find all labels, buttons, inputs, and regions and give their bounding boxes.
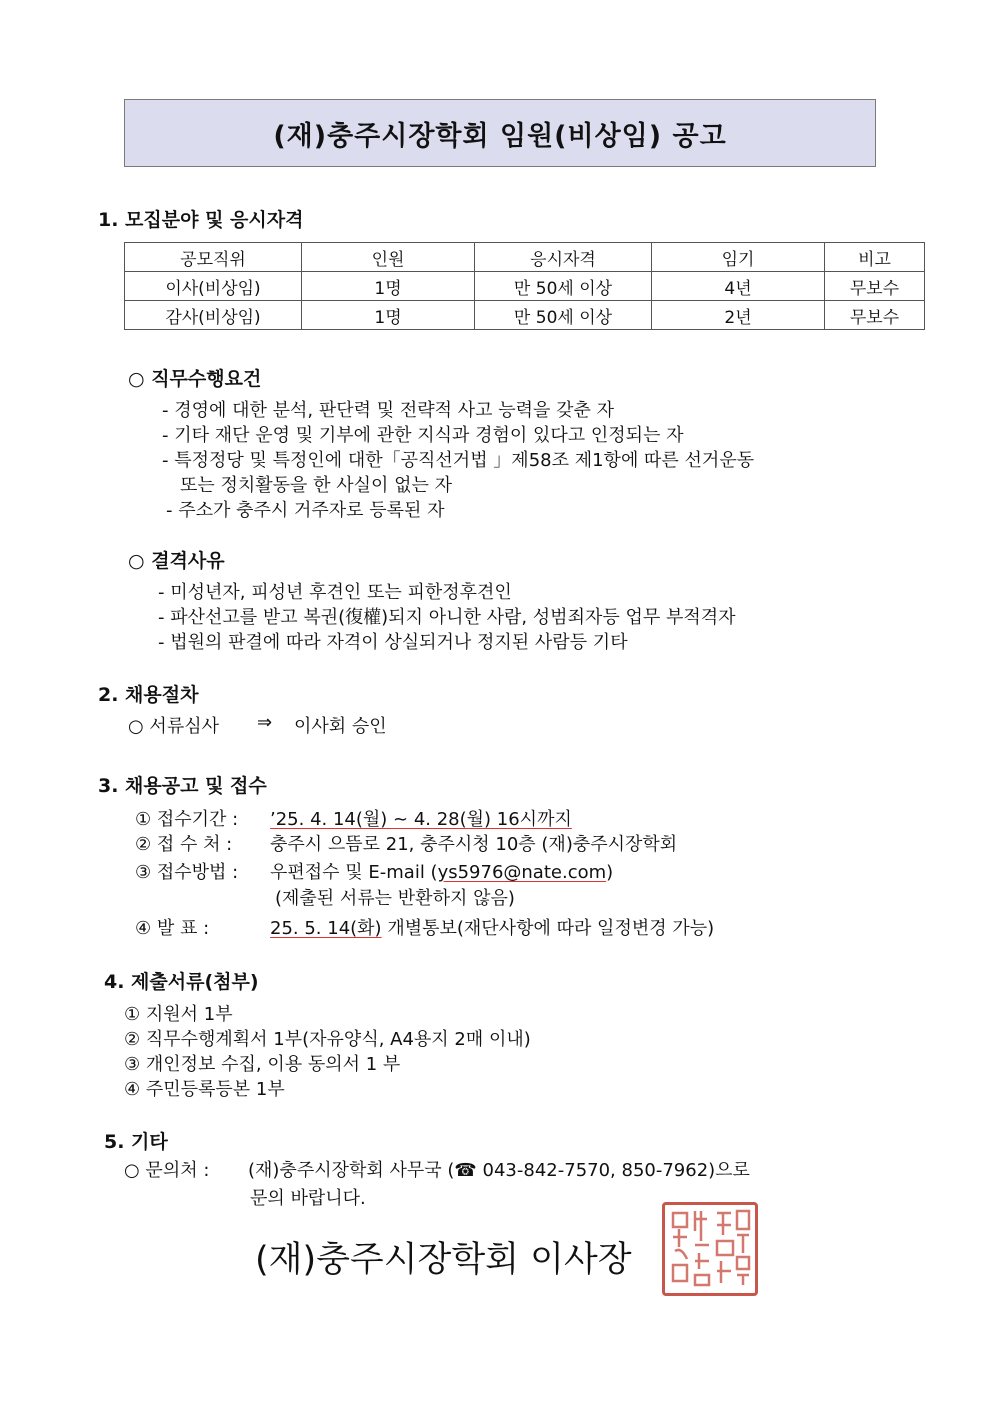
official-seal-icon xyxy=(662,1202,758,1296)
section4-heading: 4. 제출서류(첨부) xyxy=(104,971,259,993)
table-cell: 만 50세 이상 xyxy=(475,272,652,301)
table-header-cell: 비고 xyxy=(825,243,925,272)
receipt-place-label: ② 접 수 처 : xyxy=(135,834,233,855)
table-cell: 2년 xyxy=(652,301,825,330)
disqualification-heading: ○ 결격사유 xyxy=(128,550,225,572)
table-header-cell: 인원 xyxy=(302,243,475,272)
signature-line: (재)충주시장학회 이사장 xyxy=(255,1240,632,1280)
table-cell: 무보수 xyxy=(825,301,925,330)
section2-heading: 2. 채용절차 xyxy=(98,684,199,706)
table-header-cell: 임기 xyxy=(652,243,825,272)
table-cell: 무보수 xyxy=(825,272,925,301)
table-cell: 4년 xyxy=(652,272,825,301)
announcement-date: 25. 5. 14(화) xyxy=(270,918,382,939)
list-item: - 미성년자, 피성년 후견인 또는 피한정후견인 xyxy=(158,582,512,603)
table-header-cell: 공모직위 xyxy=(125,243,302,272)
procedure-step-2: 이사회 승인 xyxy=(294,716,387,737)
table-cell: 만 50세 이상 xyxy=(475,301,652,330)
list-item: ④ 주민등록등본 1부 xyxy=(124,1079,285,1100)
receipt-method-prefix: 우편접수 및 E-mail ( xyxy=(270,862,438,883)
arrow-icon: ⇒ xyxy=(257,712,273,733)
email-link[interactable]: ys5976@nate.com xyxy=(437,862,607,883)
table-cell: 1명 xyxy=(302,301,475,330)
list-item: - 법원의 판결에 따라 자격이 상실되거나 정지된 사람등 기타 xyxy=(158,632,628,653)
list-item: ① 지원서 1부 xyxy=(124,1004,233,1025)
receipt-method-suffix: ) xyxy=(606,862,614,883)
table-header-row xyxy=(125,243,925,272)
contact-label: ○ 문의처 : xyxy=(124,1160,210,1181)
contact-line-1: (재)충주시장학회 사무국 (☎ 043-842-7570, 850-7962)으로 xyxy=(248,1160,750,1181)
list-item: ③ 개인정보 수집, 이용 동의서 1 부 xyxy=(124,1054,401,1075)
page-title: (재)충주시장학회 임원(비상임) 공고 xyxy=(124,99,876,167)
receipt-period-value: ’25. 4. 14(월) ~ 4. 28(월) 16시까지 xyxy=(270,809,572,830)
table-cell: 감사(비상임) xyxy=(125,301,302,330)
table-row xyxy=(125,301,925,330)
table-cell: 이사(비상임) xyxy=(125,272,302,301)
table-row xyxy=(125,272,925,301)
section3-heading: 3. 채용공고 및 접수 xyxy=(98,775,267,797)
receipt-method-value xyxy=(270,858,613,884)
list-item: - 주소가 충주시 거주자로 등록된 자 xyxy=(166,500,445,521)
list-item: - 특정정당 및 특정인에 대한「공직선거법 」제58조 제1항에 따른 선거운동 xyxy=(162,450,755,471)
receipt-period-label: ① 접수기간 : xyxy=(135,809,239,830)
announcement-rest: 개별통보(재단사항에 따라 일정변경 가능) xyxy=(387,918,715,939)
seal-pattern-icon xyxy=(665,1205,755,1293)
announcement-label: ④ 발 표 : xyxy=(135,918,210,939)
list-item: ② 직무수행계획서 1부(자유양식, A4용지 2매 이내) xyxy=(124,1029,531,1050)
receipt-place-value: 충주시 으뜸로 21, 충주시청 10층 (재)충주시장학회 xyxy=(270,834,678,855)
contact-line-2: 문의 바랍니다. xyxy=(250,1188,366,1209)
announcement-value xyxy=(270,914,714,940)
list-item: - 기타 재단 운영 및 기부에 관한 지식과 경험이 있다고 인정되는 자 xyxy=(162,425,684,446)
table-header-cell: 응시자격 xyxy=(475,243,652,272)
table-cell: 1명 xyxy=(302,272,475,301)
qualification-table xyxy=(124,242,925,330)
list-item: 또는 정치활동을 한 사실이 없는 자 xyxy=(180,475,453,496)
receipt-note: (제출된 서류는 반환하지 않음) xyxy=(275,888,515,909)
receipt-method-label: ③ 접수방법 : xyxy=(135,862,239,883)
section1-heading: 1. 모집분야 및 응시자격 xyxy=(98,209,304,231)
section5-heading: 5. 기타 xyxy=(104,1131,168,1153)
duty-heading: ○ 직무수행요건 xyxy=(128,368,262,390)
list-item: - 경영에 대한 분석, 판단력 및 전략적 사고 능력을 갖춘 자 xyxy=(162,400,614,421)
list-item: - 파산선고를 받고 복권(復權)되지 아니한 사람, 성범죄자등 업무 부적격자 xyxy=(158,607,736,628)
procedure-step-1: ○ 서류심사 xyxy=(128,716,219,737)
